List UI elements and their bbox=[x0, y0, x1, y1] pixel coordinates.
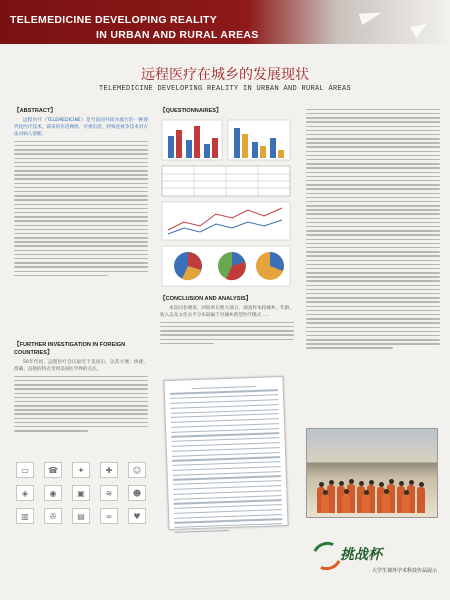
building-icon: ▥ bbox=[16, 508, 34, 524]
handwritten-text bbox=[164, 377, 288, 541]
handwritten-note-image bbox=[163, 376, 288, 530]
satellite-icon: ✦ bbox=[72, 462, 90, 478]
conclusion-section bbox=[160, 294, 294, 347]
questionnaires-heading: 【QUESTIONNAIRES】 bbox=[160, 108, 222, 114]
doctor-icon: ☺ bbox=[128, 462, 146, 478]
patient-icon: ☻ bbox=[128, 485, 146, 501]
conclusion-heading: 【CONCLUSION AND ANALYSIS】 bbox=[160, 296, 252, 302]
right-column-text bbox=[306, 106, 440, 352]
paper-plane-icon bbox=[359, 7, 384, 25]
footer-logo-text: 挑战杯 bbox=[340, 547, 382, 563]
signal-icon: ≋ bbox=[100, 485, 118, 501]
abstract-section bbox=[14, 106, 148, 279]
conclusion-lead: 本次问卷调查，回收率在绝大部分，调查样本较城乡、年龄、收入以及文化水平分布较属于对城乡新型医疗模式…… bbox=[160, 306, 294, 318]
banner-title-line2: IN URBAN AND RURAL AREAS bbox=[96, 29, 259, 41]
footer-subtitle: 大学生课外学术科技作品展示 bbox=[372, 568, 438, 574]
further-lead: 50年代初，远程医疗会议最近于美国后，以其方便、快捷、准确、直接的特点受到美国医学界的关注。 bbox=[14, 360, 148, 372]
conclusion-body bbox=[160, 322, 294, 344]
camera-icon: ◉ bbox=[44, 485, 62, 501]
network-icon: ◈ bbox=[16, 485, 34, 501]
icon-grid-figure bbox=[16, 462, 146, 531]
banner-title-line1: TELEMEDICINE DEVELOPING REALITY bbox=[10, 14, 218, 26]
questionnaire-charts bbox=[160, 118, 294, 288]
ambulance-icon: ✇ bbox=[44, 508, 62, 524]
further-heading: 【FURTHER INVESTIGATION IN FOREIGN COUNTRIES】 bbox=[14, 342, 126, 356]
banner bbox=[0, 0, 450, 44]
abstract-body bbox=[14, 141, 148, 276]
people-group bbox=[315, 477, 431, 513]
right-column-body bbox=[306, 109, 440, 349]
page-subtitle: TELEMEDICINE DEVELOPING REALITY IN URBAN AND RURAL AREAS bbox=[98, 85, 352, 93]
abstract-heading: 【ABSTRACT】 bbox=[14, 108, 56, 114]
computer-icon: ▣ bbox=[72, 485, 90, 501]
monitor-icon: ▭ bbox=[16, 462, 34, 478]
paper-plane-icon bbox=[410, 19, 430, 38]
abstract-lead: 远程医疗（TELEMEDICINE）是当前国外较为流行的一种现代化医疗技术，即采用先进网络、可视电话，特殊连接等技术对方法对病人诊断。 bbox=[14, 118, 148, 137]
link-icon: ∞ bbox=[100, 508, 118, 524]
phone-icon: ☎ bbox=[44, 462, 62, 478]
page-title: 远程医疗在城乡的发展现状 bbox=[141, 67, 309, 83]
group-photo bbox=[306, 428, 438, 518]
hospital-icon: ✚ bbox=[100, 462, 118, 478]
heart-icon: ♥ bbox=[128, 508, 146, 524]
document-icon: ▤ bbox=[72, 508, 90, 524]
questionnaires-section bbox=[160, 106, 294, 117]
further-section bbox=[14, 340, 148, 434]
further-body bbox=[14, 376, 148, 432]
